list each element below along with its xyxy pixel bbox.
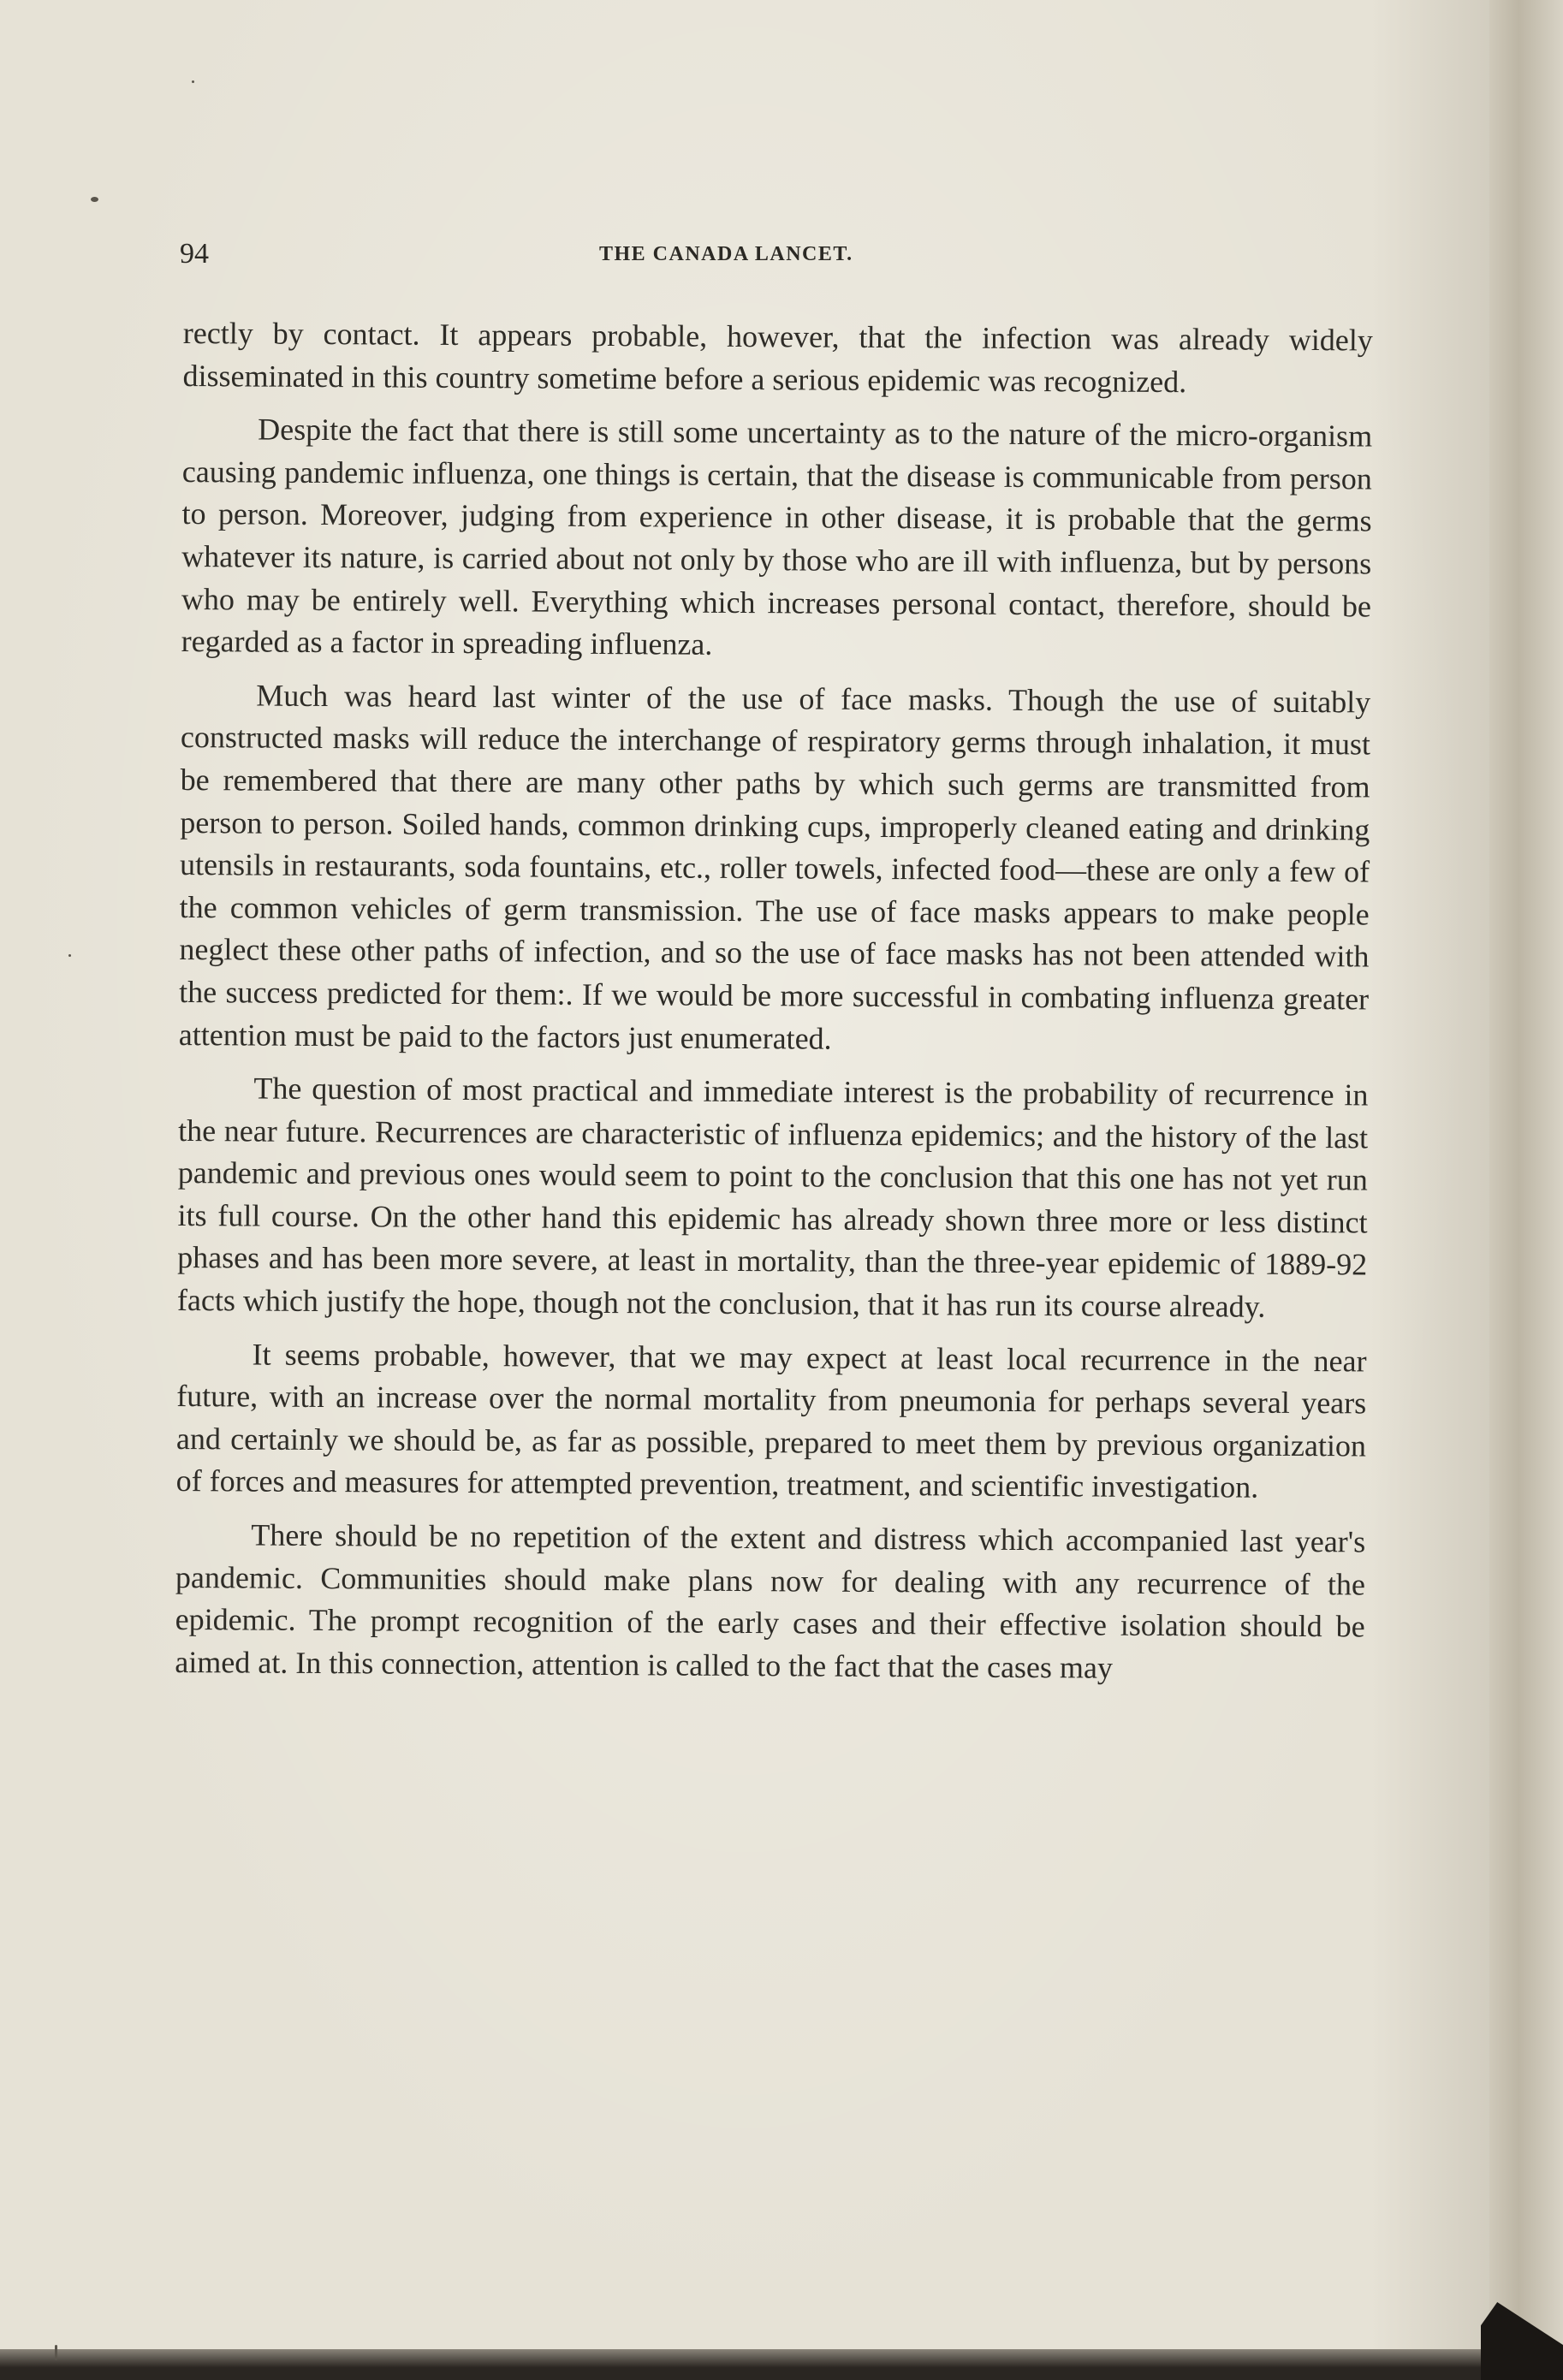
paper-speck	[68, 954, 71, 957]
paper-speck	[55, 2345, 57, 2360]
paper-speck	[91, 197, 98, 202]
page-header	[180, 238, 1352, 277]
bottom-edge	[0, 2349, 1563, 2380]
paper-speck	[192, 80, 194, 83]
running-title: THE CANADA LANCET.	[599, 243, 853, 265]
paragraph: It seems probable, however, that we may expect at least local recurrence in the near future, with an increase over the normal mortality from pneumonia for perhaps several years and certainly we should be, as far as possible, prepared to meet them by previous organization of forces and measures for attempted prevention, treatment, and scientific investigation.	[175, 1337, 1367, 1505]
paragraph: Despite the fact that there is still some uncertainty as to the nature of the micro-organism causing pandemic influenza, one things is certain, that the disease is communicable from person to person. Moreover, judging from experience in other disease, it is probable that the germs whatever its nature, is carried about not only by those who are ill with influenza, but by persons who may be entirely well. Everything which increases personal contact, therefore, should be regarded as a factor in spreading influenza.	[181, 412, 1373, 662]
article-body	[175, 312, 1373, 1702]
paragraph: There should be no repetition of the extent and distress which accompanied last year's pandemic. Communities should make plans now for dealing with any recurrence of the epidemic. The prompt recognition of the early cases and their effective isolation should be aimed at. In this connection, attention is called to the fact that the cases may	[175, 1517, 1366, 1685]
paragraph: rectly by contact. It appears probable, however, that the infection was already widely disseminated in this country sometime before a serious epidemic was recognized.	[182, 315, 1373, 399]
page-number: 94	[180, 238, 209, 270]
page-edge	[1489, 0, 1563, 2380]
paragraph: Much was heard last winter of the use of face masks. Though the use of suitably constructed masks will reduce the interchange of respiratory germs through inhalation, it must be remembered that there are many other paths by which such germs are transmitted from person to person. Soiled hands, common drinking cups, improperly cleaned eating and drinking utensils in restaurants, soda fountains, etc., roller towels, infected food—these are only a few of the common vehicles of germ transmission. The use of face masks appears to make people neglect these other paths of infection, and so the use of face masks has not been attended with the success predicted for them:. If we would be more successful in combating influenza greater attention must be paid to the factors just enumerated.	[178, 678, 1371, 1056]
paragraph: The question of most practical and immediate interest is the probability of recurrence in the near future. Recurrences are characteristic of influenza epidemics; and the history of the last pandemic and previous ones would seem to point to the conclusion that this one has not yet run its full course. On the other hand this epidemic has already shown three more or less distinct phases and has been more severe, at least in mortality, than the three-year epidemic of 1889-92 facts which justify the hope, though not the conclusion, that it has run its course already.	[176, 1071, 1369, 1324]
